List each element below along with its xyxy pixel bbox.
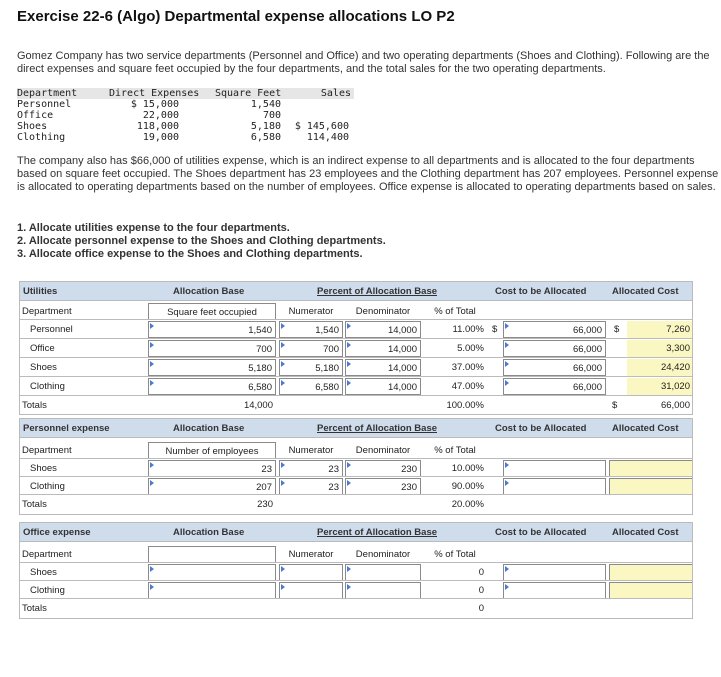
personnel-section-title: Personnel expense bbox=[23, 423, 110, 434]
page-title: Exercise 22-6 (Algo) Departmental expense allocations LO P2 bbox=[17, 8, 455, 25]
dollar-sign bbox=[611, 359, 627, 376]
input-indicator-icon bbox=[347, 480, 351, 486]
personnel-total-base: 230 bbox=[257, 499, 273, 510]
input-indicator-icon bbox=[347, 361, 351, 367]
input-indicator-icon bbox=[505, 323, 509, 329]
input-indicator-icon bbox=[505, 584, 509, 590]
numerator-label: Numerator bbox=[288, 445, 334, 456]
numerator-label: Numerator bbox=[288, 306, 334, 317]
source-header-direct-expenses: Direct Expenses bbox=[109, 88, 200, 99]
totals-label: Totals bbox=[22, 603, 47, 614]
source-header-square-feet: Square Feet bbox=[215, 88, 282, 99]
cost-to-allocate-input[interactable] bbox=[503, 478, 606, 495]
totals-label: Totals bbox=[22, 499, 47, 510]
step-1: 1. Allocate utilities expense to the four departments. bbox=[17, 222, 290, 234]
source-cell: $ 15,000 bbox=[130, 99, 179, 110]
percent-base-header: Percent of Allocation Base bbox=[317, 527, 438, 538]
source-header-sales: Sales bbox=[320, 88, 351, 99]
personnel-base-input[interactable]: Number of employees bbox=[148, 442, 276, 459]
input-indicator-icon bbox=[347, 462, 351, 468]
column-divider bbox=[19, 281, 20, 415]
row-divider bbox=[19, 319, 693, 320]
row-divider bbox=[19, 357, 693, 358]
allocated-cost-value: 3,300 bbox=[627, 340, 693, 357]
allocated-cost-input[interactable] bbox=[609, 460, 693, 477]
dollar-sign: $ bbox=[612, 400, 618, 411]
row-divider bbox=[19, 458, 693, 459]
department-name: Office bbox=[30, 343, 55, 354]
input-indicator-icon bbox=[281, 323, 285, 329]
numerator-input[interactable]: 1,540 bbox=[279, 321, 343, 338]
source-row bbox=[17, 121, 354, 132]
department-name: Shoes bbox=[30, 567, 57, 578]
input-indicator-icon bbox=[505, 462, 509, 468]
row-divider bbox=[19, 376, 693, 377]
input-indicator-icon bbox=[281, 380, 285, 386]
column-divider bbox=[692, 522, 693, 619]
utilities-base-input[interactable]: 6,580 bbox=[148, 378, 276, 395]
totals-label: Totals bbox=[22, 400, 47, 411]
source-table-header bbox=[17, 88, 354, 99]
dollar-sign bbox=[489, 340, 503, 357]
source-cell: Office bbox=[17, 110, 54, 121]
source-table bbox=[17, 88, 354, 143]
utilities-section-title: Utilities bbox=[23, 286, 58, 297]
office-base-input[interactable] bbox=[148, 546, 276, 563]
source-cell: Personnel bbox=[17, 99, 72, 110]
denominator-label: Denominator bbox=[355, 445, 411, 456]
department-name: Clothing bbox=[30, 585, 65, 596]
row-divider bbox=[19, 618, 693, 619]
source-row bbox=[17, 132, 354, 143]
row-divider bbox=[19, 562, 693, 563]
department-label: Department bbox=[22, 306, 72, 317]
utilities-total-allocated: 66,000 bbox=[660, 400, 690, 411]
denominator-label: Denominator bbox=[355, 306, 411, 317]
dollar-sign bbox=[489, 359, 503, 376]
personnel-header bbox=[19, 418, 693, 438]
pct-value: 10.00% bbox=[451, 463, 484, 474]
cost-to-allocate-header: Cost to be Allocated bbox=[495, 527, 587, 538]
utilities-total-base: 14,000 bbox=[243, 400, 273, 411]
office-header bbox=[19, 522, 693, 542]
input-indicator-icon bbox=[150, 342, 154, 348]
denominator-label: Denominator bbox=[355, 549, 411, 560]
cost-to-allocate-input[interactable]: 66,000 bbox=[503, 321, 606, 338]
pct-total-label: % of Total bbox=[434, 306, 476, 317]
input-indicator-icon bbox=[150, 584, 154, 590]
column-divider bbox=[19, 418, 20, 515]
source-cell: Clothing bbox=[17, 132, 66, 143]
personnel-total-pct: 20.00% bbox=[451, 499, 484, 510]
allocated-cost-value: 7,260 bbox=[627, 321, 693, 338]
dollar-sign: $ bbox=[492, 324, 498, 335]
step-3: 3. Allocate office expense to the Shoes and Clothing departments. bbox=[17, 248, 363, 260]
office-section-title: Office expense bbox=[23, 527, 91, 538]
column-divider bbox=[692, 418, 693, 515]
cost-to-allocate-input[interactable] bbox=[503, 582, 606, 599]
source-cell: $ 145,600 bbox=[294, 121, 349, 132]
pct-value: 47.00% bbox=[451, 381, 484, 392]
utilities-base-input[interactable]: 700 bbox=[148, 340, 276, 357]
allocation-base-header: Allocation Base bbox=[173, 286, 245, 297]
cost-to-allocate-header: Cost to be Allocated bbox=[495, 286, 587, 297]
denominator-input[interactable]: 14,000 bbox=[345, 378, 421, 395]
input-indicator-icon bbox=[347, 342, 351, 348]
department-name: Clothing bbox=[30, 381, 65, 392]
denominator-input[interactable]: 14,000 bbox=[345, 359, 421, 376]
row-divider bbox=[19, 338, 693, 339]
utilities-header bbox=[19, 281, 693, 301]
personnel-base-input[interactable]: 207 bbox=[148, 478, 276, 495]
percent-base-header: Percent of Allocation Base bbox=[317, 423, 438, 434]
pct-value: 0 bbox=[478, 585, 484, 596]
numerator-input[interactable]: 23 bbox=[279, 460, 343, 477]
allocation-base-header: Allocation Base bbox=[173, 527, 245, 538]
input-indicator-icon bbox=[150, 566, 154, 572]
row-divider bbox=[19, 414, 693, 415]
source-cell bbox=[281, 99, 349, 110]
source-cell: 118,000 bbox=[136, 121, 179, 132]
denominator-input[interactable] bbox=[345, 564, 421, 581]
department-name: Shoes bbox=[30, 362, 57, 373]
source-cell: 700 bbox=[262, 110, 281, 121]
allocated-cost-header: Allocated Cost bbox=[612, 286, 679, 297]
dollar-sign bbox=[611, 340, 627, 357]
denominator-input[interactable]: 230 bbox=[345, 478, 421, 495]
cost-to-allocate-header: Cost to be Allocated bbox=[495, 423, 587, 434]
numerator-input[interactable]: 700 bbox=[279, 340, 343, 357]
row-divider bbox=[19, 494, 693, 495]
row-divider bbox=[19, 514, 693, 515]
input-indicator-icon bbox=[505, 342, 509, 348]
pct-value: 37.00% bbox=[451, 362, 484, 373]
denominator-input[interactable] bbox=[345, 582, 421, 599]
cost-to-allocate-input[interactable]: 66,000 bbox=[503, 378, 606, 395]
input-indicator-icon bbox=[281, 480, 285, 486]
input-indicator-icon bbox=[150, 462, 154, 468]
input-indicator-icon bbox=[150, 380, 154, 386]
department-name: Clothing bbox=[30, 481, 65, 492]
instructions bbox=[17, 222, 386, 261]
source-cell bbox=[281, 110, 349, 121]
row-divider bbox=[19, 580, 693, 581]
input-indicator-icon bbox=[281, 566, 285, 572]
source-cell: 1,540 bbox=[250, 99, 281, 110]
allocated-cost-input[interactable] bbox=[609, 564, 693, 581]
utilities-paragraph: The company also has $66,000 of utilities expense, which is an indirect expense to all departments and is allocated to the four departments based on square feet occupied. The Shoes department has 23 employees and the Clothing department has 207 employees. Personnel expense is allocated to operating departments based on the number of employees. Office expense is allocated to operating departments based on sales. bbox=[17, 155, 719, 193]
source-cell: Shoes bbox=[17, 121, 48, 132]
column-divider bbox=[19, 522, 20, 619]
input-indicator-icon bbox=[150, 361, 154, 367]
cost-to-allocate-input[interactable] bbox=[503, 564, 606, 581]
intro-paragraph: Gomez Company has two service departments (Personnel and Office) and two operating departments (Shoes and Clothing). Following are the direct expenses and square feet occupied by the four departments, and the total sales for the two operating departments. bbox=[17, 50, 710, 75]
source-cell: 5,180 bbox=[250, 121, 281, 132]
dollar-sign bbox=[611, 378, 627, 395]
department-label: Department bbox=[22, 445, 72, 456]
input-indicator-icon bbox=[505, 480, 509, 486]
department-name: Personnel bbox=[30, 324, 73, 335]
department-name: Shoes bbox=[30, 463, 57, 474]
dollar-sign: $ bbox=[614, 324, 620, 335]
denominator-input[interactable]: 230 bbox=[345, 460, 421, 477]
source-cell: 22,000 bbox=[142, 110, 179, 121]
percent-base-header: Percent of Allocation Base bbox=[317, 286, 438, 297]
source-cell: 114,400 bbox=[306, 132, 349, 143]
input-indicator-icon bbox=[505, 566, 509, 572]
step-2: 2. Allocate personnel expense to the Shoes and Clothing departments. bbox=[17, 235, 386, 247]
input-indicator-icon bbox=[347, 566, 351, 572]
row-divider bbox=[19, 476, 693, 477]
utilities-base-input[interactable]: 5,180 bbox=[148, 359, 276, 376]
cost-to-allocate-input[interactable]: 66,000 bbox=[503, 359, 606, 376]
allocated-cost-input[interactable] bbox=[609, 478, 693, 495]
allocated-cost-header: Allocated Cost bbox=[612, 423, 679, 434]
personnel-base-input[interactable]: 23 bbox=[148, 460, 276, 477]
numerator-input[interactable] bbox=[279, 564, 343, 581]
input-indicator-icon bbox=[281, 342, 285, 348]
pct-value: 0 bbox=[478, 567, 484, 578]
row-divider bbox=[19, 395, 693, 396]
utilities-total-pct: 100.00% bbox=[446, 400, 484, 411]
pct-total-label: % of Total bbox=[434, 445, 476, 456]
numerator-input[interactable]: 23 bbox=[279, 478, 343, 495]
cost-to-allocate-input[interactable]: 66,000 bbox=[503, 340, 606, 357]
row-divider bbox=[19, 598, 693, 599]
source-cell: 19,000 bbox=[142, 132, 179, 143]
input-indicator-icon bbox=[347, 323, 351, 329]
input-indicator-icon bbox=[505, 380, 509, 386]
input-indicator-icon bbox=[281, 462, 285, 468]
denominator-input[interactable]: 14,000 bbox=[345, 321, 421, 338]
numerator-label: Numerator bbox=[288, 549, 334, 560]
input-indicator-icon bbox=[347, 584, 351, 590]
input-indicator-icon bbox=[150, 480, 154, 486]
allocated-cost-value: 24,420 bbox=[627, 359, 693, 376]
column-divider bbox=[692, 281, 693, 415]
allocation-base-header: Allocation Base bbox=[173, 423, 245, 434]
allocated-cost-value: 31,020 bbox=[627, 378, 693, 395]
dollar-sign bbox=[489, 378, 503, 395]
input-indicator-icon bbox=[281, 361, 285, 367]
department-label: Department bbox=[22, 549, 72, 560]
office-base-input[interactable] bbox=[148, 582, 276, 599]
numerator-input[interactable]: 6,580 bbox=[279, 378, 343, 395]
numerator-input[interactable] bbox=[279, 582, 343, 599]
allocated-cost-input[interactable] bbox=[609, 582, 693, 599]
utilities-base-input[interactable]: 1,540 bbox=[148, 321, 276, 338]
denominator-input[interactable]: 14,000 bbox=[345, 340, 421, 357]
source-row bbox=[17, 99, 354, 110]
office-total-pct: 0 bbox=[478, 603, 484, 614]
cost-to-allocate-input[interactable] bbox=[503, 460, 606, 477]
input-indicator-icon bbox=[505, 361, 509, 367]
allocated-cost-header: Allocated Cost bbox=[612, 527, 679, 538]
utilities-base-input[interactable]: Square feet occupied bbox=[148, 303, 276, 320]
office-base-input[interactable] bbox=[148, 564, 276, 581]
pct-value: 90.00% bbox=[451, 481, 484, 492]
pct-value: 11.00% bbox=[452, 324, 484, 335]
input-indicator-icon bbox=[150, 323, 154, 329]
input-indicator-icon bbox=[347, 380, 351, 386]
source-header-department: Department bbox=[17, 88, 78, 99]
pct-value: 5.00% bbox=[457, 343, 484, 354]
input-indicator-icon bbox=[281, 584, 285, 590]
pct-total-label: % of Total bbox=[434, 549, 476, 560]
numerator-input[interactable]: 5,180 bbox=[279, 359, 343, 376]
source-row bbox=[17, 110, 354, 121]
source-cell: 6,580 bbox=[250, 132, 281, 143]
